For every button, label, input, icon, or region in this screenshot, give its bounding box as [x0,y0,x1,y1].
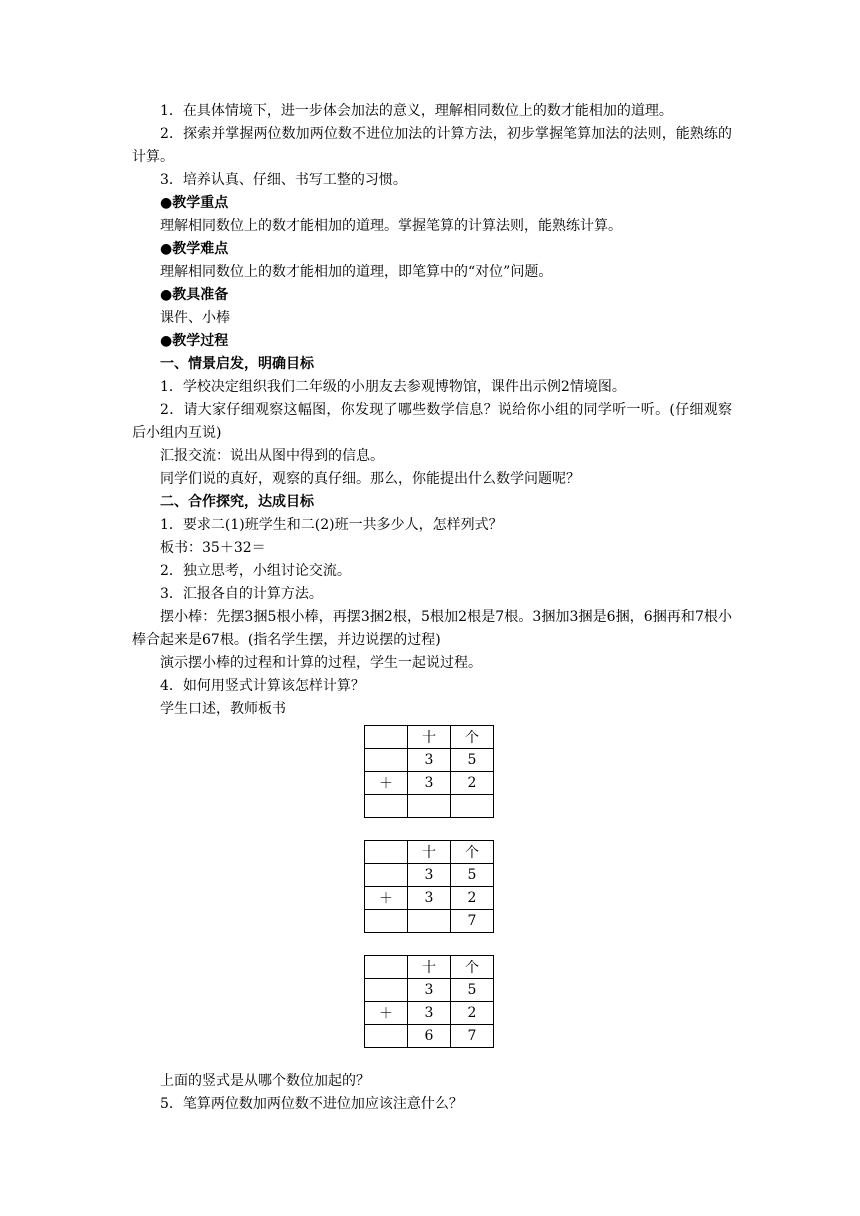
table-cell: 5 [451,864,494,887]
section1-line-2: 2．请大家仔细观察这幅图，你发现了哪些数学信息？说给你小组的同学听一听。(仔细观察后小组内互说) [132,402,732,441]
table-cell [365,979,408,1002]
table-cell: 2 [451,887,494,910]
table-cell: 5 [451,979,494,1002]
objective-3: 3．培养认真、仔细、书写工整的习惯。 [160,172,407,188]
table-cell: 2 [451,772,494,795]
question-start-digit: 上面的竖式是从哪个数位加起的？ [160,1073,370,1089]
table-cell: 十 [408,841,451,864]
section2-title: 二、合作探究，达成目标 [160,494,314,510]
difficult-point-heading: ●教学难点 [160,241,229,257]
table-cell: 6 [408,1025,451,1048]
difficult-point-text: 理解相同数位上的数才能相加的道理，即笔算中的“对位”问题。 [160,264,553,280]
table-cell [365,726,408,749]
section2-line-3: 2．独立思考，小组讨论交流。 [160,563,351,579]
section1-line-4: 同学们说的真好，观察的真仔细。那么，你能提出什么数学问题呢？ [160,471,580,487]
table-cell: 个 [451,841,494,864]
section1-title: 一、情景启发，明确目标 [160,356,314,372]
materials-text: 课件、小棒 [160,310,230,326]
vertical-calc-table-3 [364,955,494,1048]
table-cell [365,795,408,818]
table-cell [365,1025,408,1048]
table-cell [408,910,451,933]
table-cell: 7 [451,910,494,933]
table-cell: 3 [408,979,451,1002]
objective-2: 2．探索并掌握两位数加两位数不进位加法的计算方法，初步掌握笔算加法的法则，能熟练的计算。 [132,126,732,165]
table-cell: 个 [451,956,494,979]
table-cell: 3 [408,864,451,887]
materials-heading: ●教具准备 [160,287,229,303]
section1-line-1: 1．学校决定组织我们二年级的小朋友去参观博物馆，课件出示例2情境图。 [160,379,626,395]
table-cell: ＋ [365,772,408,795]
table-cell: 3 [408,887,451,910]
key-point-text: 理解相同数位上的数才能相加的道理。掌握笔算的计算法则，能熟练计算。 [160,218,622,234]
objective-1: 1．在具体情境下，进一步体会加法的意义，理解相同数位上的数才能相加的道理。 [160,103,673,119]
table-cell: ＋ [365,887,408,910]
table-cell: 2 [451,1002,494,1025]
vertical-calc-table-2 [364,840,494,933]
table-cell [365,956,408,979]
table-cell: 3 [408,749,451,772]
question-attention: 5．笔算两位数加两位数不进位加应该注意什么？ [160,1096,463,1112]
table-cell: 7 [451,1025,494,1048]
vertical-calc-table-1 [364,725,494,818]
section2-line-8: 学生口述，教师板书 [160,701,286,717]
table-cell [365,864,408,887]
table-cell: 十 [408,956,451,979]
process-heading: ●教学过程 [160,333,229,349]
section2-line-7: 4．如何用竖式计算该怎样计算？ [160,678,365,694]
section2-line-2: 板书：35＋32＝ [160,540,266,556]
section2-line-6: 演示摆小棒的过程和计算的过程，学生一起说过程。 [160,655,482,671]
section2-line-4: 3．汇报各自的计算方法。 [160,586,323,602]
table-cell [365,910,408,933]
section1-line-3: 汇报交流：说出从图中得到的信息。 [160,448,384,464]
table-cell [451,795,494,818]
section2-line-1: 1．要求二(1)班学生和二(2)班一共多少人，怎样列式？ [160,517,503,533]
document-body [132,100,732,1116]
table-cell [365,749,408,772]
section2-line-5: 摆小棒：先摆3捆5根小棒，再摆3捆2根，5根加2根是7根。3捆加3捆是6捆，6捆再和7根小棒合起来是67根。(指名学生摆，并边说摆的过程) [132,609,732,648]
table-cell: 3 [408,1002,451,1025]
key-point-heading: ●教学重点 [160,195,229,211]
table-cell: 十 [408,726,451,749]
table-cell: 5 [451,749,494,772]
table-cell: 3 [408,772,451,795]
table-cell [365,841,408,864]
table-cell [408,795,451,818]
table-cell: ＋ [365,1002,408,1025]
table-cell: 个 [451,726,494,749]
